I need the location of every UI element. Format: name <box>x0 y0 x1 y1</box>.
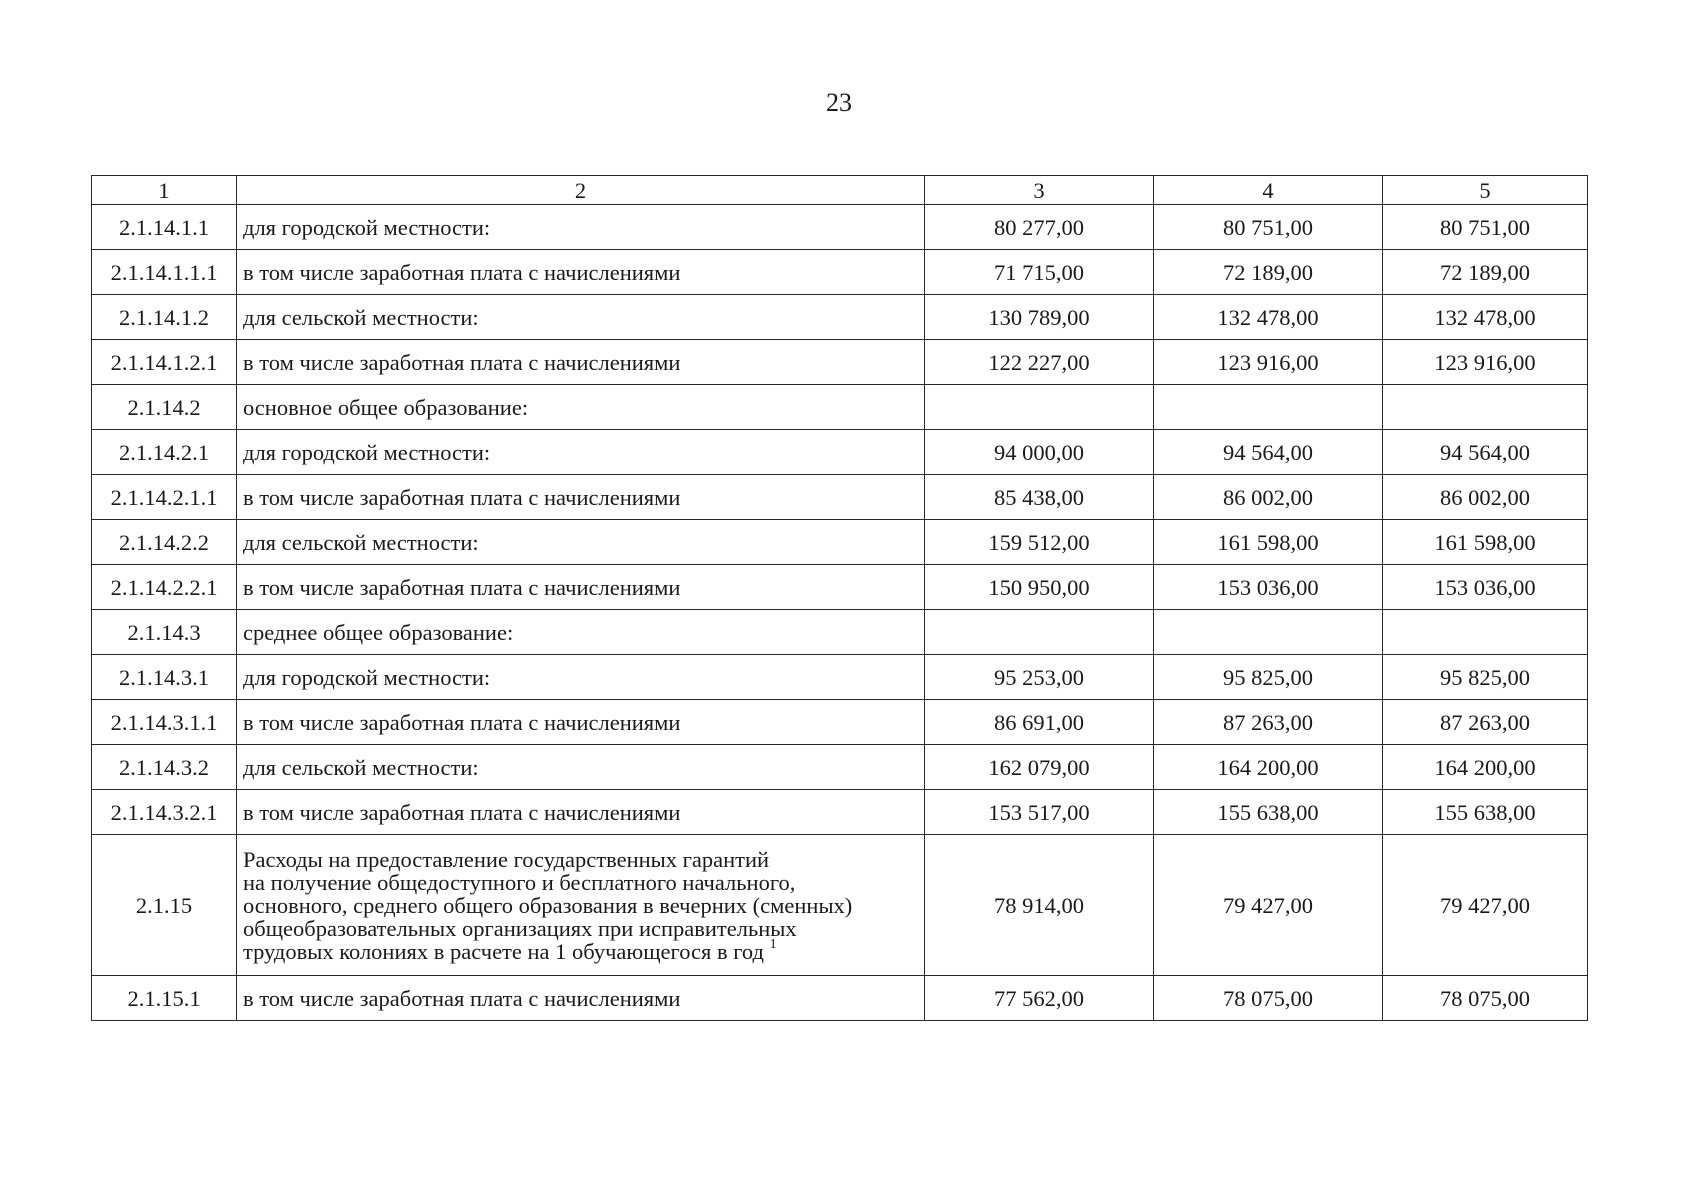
row-value-col-5: 132 478,00 <box>1383 295 1588 340</box>
row-code: 2.1.14.3.1 <box>92 655 237 700</box>
row-description: в том числе заработная плата с начислениями <box>237 700 925 745</box>
row-value-col-5 <box>1383 385 1588 430</box>
row-value-col-5: 161 598,00 <box>1383 520 1588 565</box>
row-code: 2.1.14.1.2.1 <box>92 340 237 385</box>
row-code: 2.1.14.3.2 <box>92 745 237 790</box>
row-value-col-4: 155 638,00 <box>1154 790 1383 835</box>
table-row <box>92 520 1588 565</box>
header-row <box>92 176 1588 205</box>
row-value-col-4: 79 427,00 <box>1154 835 1383 976</box>
row-code: 2.1.14.2 <box>92 385 237 430</box>
row-value-col-3: 71 715,00 <box>925 250 1154 295</box>
description-line <box>243 936 918 964</box>
row-value-col-4: 80 751,00 <box>1154 205 1383 250</box>
table-row <box>92 340 1588 385</box>
row-value-col-5: 80 751,00 <box>1383 205 1588 250</box>
row-value-col-4 <box>1154 610 1383 655</box>
row-value-col-3: 80 277,00 <box>925 205 1154 250</box>
row-value-col-5: 79 427,00 <box>1383 835 1588 976</box>
row-code: 2.1.14.2.1.1 <box>92 475 237 520</box>
row-value-col-4: 164 200,00 <box>1154 745 1383 790</box>
table-row <box>92 790 1588 835</box>
row-value-col-4: 78 075,00 <box>1154 976 1383 1021</box>
row-value-col-5: 164 200,00 <box>1383 745 1588 790</box>
row-description: в том числе заработная плата с начислениями <box>237 976 925 1021</box>
row-description: для городской местности: <box>237 655 925 700</box>
row-description: в том числе заработная плата с начислениями <box>237 565 925 610</box>
table-body <box>92 205 1588 1021</box>
row-value-col-4 <box>1154 385 1383 430</box>
row-code: 2.1.14.2.2 <box>92 520 237 565</box>
row-value-col-3: 86 691,00 <box>925 700 1154 745</box>
row-value-col-3: 85 438,00 <box>925 475 1154 520</box>
description-line: общеобразовательных организациях при исправительных <box>243 915 797 941</box>
row-value-col-5: 86 002,00 <box>1383 475 1588 520</box>
row-value-col-4: 123 916,00 <box>1154 340 1383 385</box>
row-description: для сельской местности: <box>237 745 925 790</box>
row-value-col-3: 153 517,00 <box>925 790 1154 835</box>
page-number: 23 <box>826 88 852 117</box>
header-col-4: 4 <box>1154 176 1383 205</box>
description-line: основного, среднего общего образования в вечерних (сменных) <box>243 892 853 918</box>
description-line-text: трудовых колониях в расчете на 1 обучающегося в год <box>243 938 764 964</box>
row-code: 2.1.14.3.1.1 <box>92 700 237 745</box>
description-line: Расходы на предоставление государственных гарантий <box>243 846 770 872</box>
table-row <box>92 835 1588 976</box>
row-code: 2.1.14.2.1 <box>92 430 237 475</box>
row-value-col-5: 94 564,00 <box>1383 430 1588 475</box>
table-row <box>92 565 1588 610</box>
row-value-col-5: 153 036,00 <box>1383 565 1588 610</box>
row-value-col-5: 123 916,00 <box>1383 340 1588 385</box>
row-value-col-3: 162 079,00 <box>925 745 1154 790</box>
row-value-col-3: 150 950,00 <box>925 565 1154 610</box>
row-value-col-5 <box>1383 610 1588 655</box>
row-value-col-3: 95 253,00 <box>925 655 1154 700</box>
row-value-col-3: 77 562,00 <box>925 976 1154 1021</box>
row-value-col-4: 95 825,00 <box>1154 655 1383 700</box>
description-line: на получение общедоступного и бесплатного начального, <box>243 869 796 895</box>
row-code: 2.1.14.1.1.1 <box>92 250 237 295</box>
row-value-col-4: 72 189,00 <box>1154 250 1383 295</box>
header-col-1: 1 <box>92 176 237 205</box>
row-code: 2.1.15.1 <box>92 976 237 1021</box>
table-row <box>92 655 1588 700</box>
row-description <box>237 835 925 976</box>
data-table <box>91 175 1588 1021</box>
row-value-col-4: 153 036,00 <box>1154 565 1383 610</box>
row-code: 2.1.14.2.2.1 <box>92 565 237 610</box>
row-description: в том числе заработная плата с начислениями <box>237 475 925 520</box>
table-row <box>92 430 1588 475</box>
table-row <box>92 385 1588 430</box>
table-row <box>92 250 1588 295</box>
row-value-col-3 <box>925 385 1154 430</box>
table-row <box>92 610 1588 655</box>
header-col-2: 2 <box>237 176 925 205</box>
row-value-col-4: 94 564,00 <box>1154 430 1383 475</box>
row-value-col-5: 87 263,00 <box>1383 700 1588 745</box>
row-value-col-5: 95 825,00 <box>1383 655 1588 700</box>
footnote-mark: 1 <box>769 936 777 952</box>
row-value-col-5: 72 189,00 <box>1383 250 1588 295</box>
row-description: для городской местности: <box>237 205 925 250</box>
table-row <box>92 475 1588 520</box>
table-row <box>92 976 1588 1021</box>
row-value-col-3: 94 000,00 <box>925 430 1154 475</box>
table-row <box>92 295 1588 340</box>
row-value-col-5: 78 075,00 <box>1383 976 1588 1021</box>
row-value-col-3: 159 512,00 <box>925 520 1154 565</box>
header-col-5: 5 <box>1383 176 1588 205</box>
row-code: 2.1.15 <box>92 835 237 976</box>
table-row <box>92 745 1588 790</box>
table-row <box>92 205 1588 250</box>
row-value-col-3 <box>925 610 1154 655</box>
row-value-col-4: 132 478,00 <box>1154 295 1383 340</box>
row-description: в том числе заработная плата с начислениями <box>237 340 925 385</box>
table-row <box>92 700 1588 745</box>
row-code: 2.1.14.1.2 <box>92 295 237 340</box>
row-value-col-3: 78 914,00 <box>925 835 1154 976</box>
row-description: среднее общее образование: <box>237 610 925 655</box>
row-value-col-3: 122 227,00 <box>925 340 1154 385</box>
row-description: в том числе заработная плата с начислениями <box>237 250 925 295</box>
row-description: для сельской местности: <box>237 520 925 565</box>
row-value-col-5: 155 638,00 <box>1383 790 1588 835</box>
row-code: 2.1.14.3 <box>92 610 237 655</box>
row-value-col-4: 87 263,00 <box>1154 700 1383 745</box>
row-code: 2.1.14.1.1 <box>92 205 237 250</box>
row-description: основное общее образование: <box>237 385 925 430</box>
row-description: для городской местности: <box>237 430 925 475</box>
row-description: в том числе заработная плата с начислениями <box>237 790 925 835</box>
row-description: для сельской местности: <box>237 295 925 340</box>
header-col-3: 3 <box>925 176 1154 205</box>
row-value-col-4: 86 002,00 <box>1154 475 1383 520</box>
row-code: 2.1.14.3.2.1 <box>92 790 237 835</box>
row-value-col-3: 130 789,00 <box>925 295 1154 340</box>
row-value-col-4: 161 598,00 <box>1154 520 1383 565</box>
